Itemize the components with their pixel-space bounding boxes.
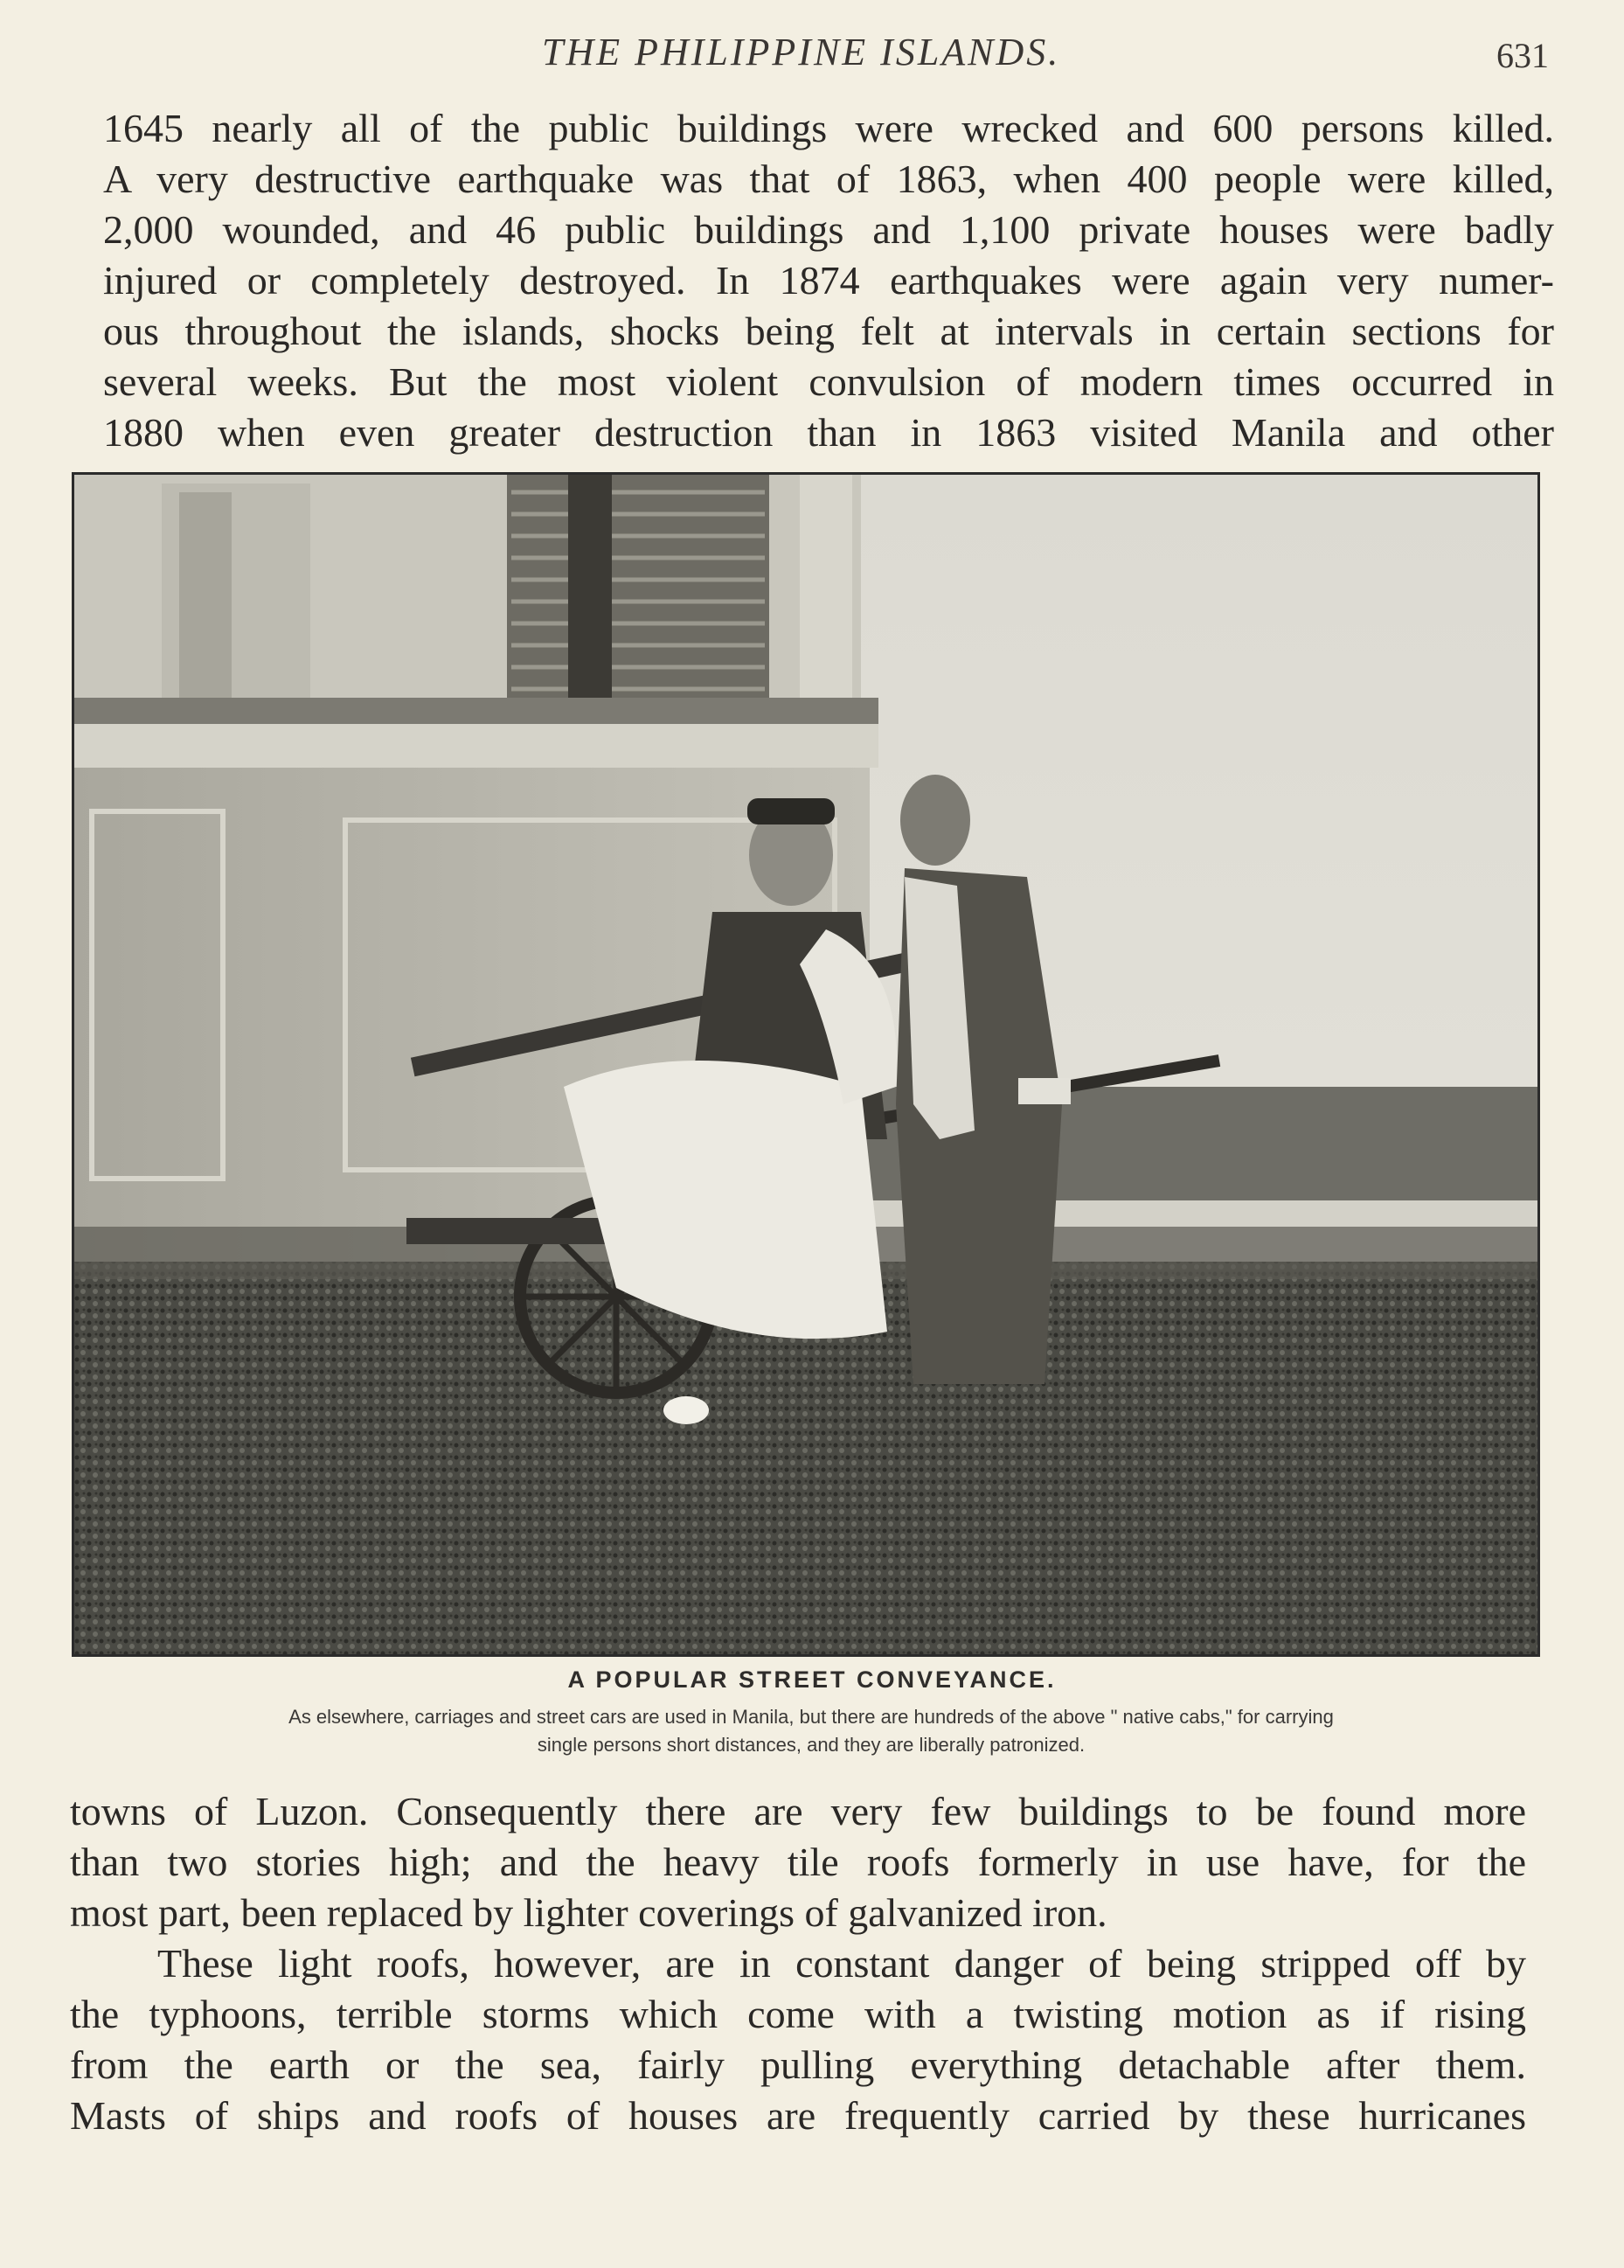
text-line: These light roofs, however, are in constant danger of being stripped off by (157, 1941, 1526, 1986)
text-line: A very destructive earthquake was that of 1863, when 400 people were killed, (103, 157, 1554, 201)
text-line: 2,000 wounded, and 46 public buildings and 1,100 private houses were badly (103, 207, 1554, 252)
photograph-figure (72, 472, 1540, 1657)
text-line: than two stories high; and the heavy tile roofs formerly in use have, for the (70, 1840, 1526, 1884)
text-line: 1645 nearly all of the public buildings were wrecked and 600 persons killed. (103, 106, 1554, 150)
photograph-icon (74, 475, 1537, 1654)
text-line: the typhoons, terrible storms which come with a twisting motion as if rising (70, 1992, 1526, 2036)
text-line: ous throughout the islands, shocks being felt at intervals in certain sections for (103, 309, 1554, 353)
running-head (0, 26, 1624, 79)
figure-caption-title: A POPULAR STREET CONVEYANCE. (567, 1666, 1057, 1693)
caption-line: As elsewhere, carriages and street cars are used in Manila, but there are hundreds of the above " native cabs," for carrying (288, 1706, 1334, 1728)
text-line: most part, been replaced by lighter coverings of galvanized iron. (70, 1890, 1107, 1935)
text-line: Masts of ships and roofs of houses are frequently carried by these hurricanes (70, 2093, 1526, 2138)
text-line: injured or completely destroyed. In 1874 earthquakes were again very numer- (103, 258, 1554, 303)
text-line: from the earth or the sea, fairly pulling everything detachable after them. (70, 2042, 1526, 2087)
body-text-bottom (70, 1786, 1526, 2141)
body-text-top (103, 103, 1554, 458)
running-title: THE PHILIPPINE ISLANDS. (542, 31, 1061, 73)
caption-line: single persons short distances, and they are liberally patronized. (537, 1734, 1086, 1756)
figure-caption-body (77, 1703, 1545, 1759)
text-line: several weeks. But the most violent convulsion of modern times occurred in (103, 359, 1554, 404)
text-line: 1880 when even greater destruction than in 1863 visited Manila and other (103, 410, 1554, 455)
text-line: towns of Luzon. Consequently there are very few buildings to be found more (70, 1789, 1526, 1833)
page-number: 631 (1496, 36, 1549, 75)
